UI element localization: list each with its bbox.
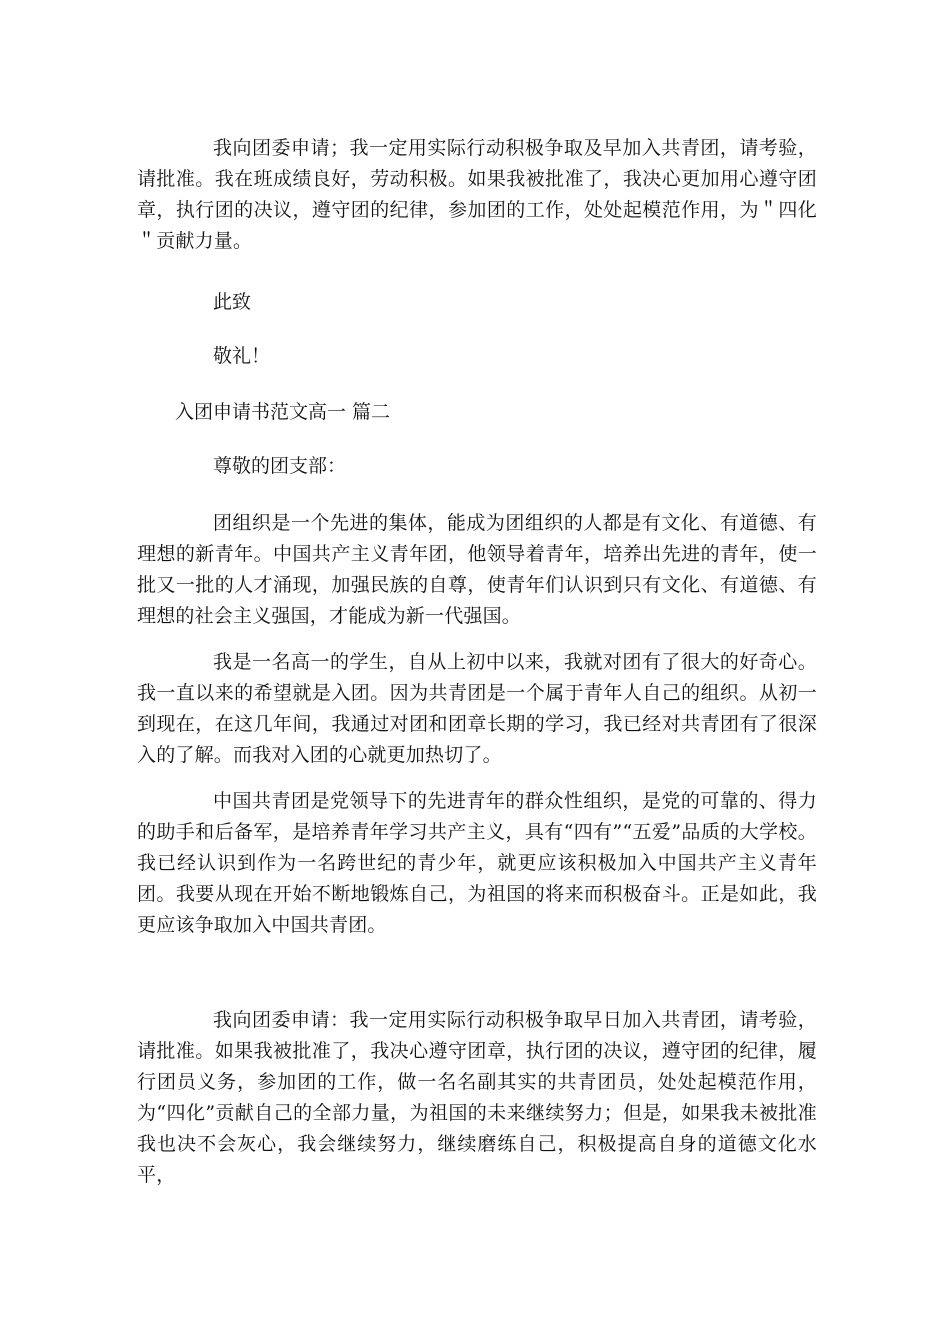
paragraph-organization: 团组织是一个先进的集体，能成为团组织的人都是有文化、有道德、有理想的新青年。中国共产主义青年团，他领导着青年，培养出先进的青年，使一批又一批的人才涌现，加强民族的自尊，使青年们认识到只有文化、有道德、有理想的社会主义强国，才能成为新一代强国。	[137, 512, 817, 627]
salutation: 尊敬的团支部：	[213, 455, 347, 477]
section-title: 入团申请书范文高一 篇二	[175, 401, 391, 423]
paragraph-application-2: 我向团委申请：我一定用实际行动积极争取早日加入共青团，请考验，请批准。如果我被批准了，我决心遵守团章，执行团的决议，遵守团的纪律，履行团员义务，参加团的工作，做一名名副其实的共青团员，处处起模范作用，为“四化”贡献自己的全部力量，为祖国的未来继续努力；但是，如果我未被批准我也决不会灰心，我会继续努力，继续磨练自己，积极提高自身的道德文化水平，	[137, 1009, 817, 1186]
closing-cizhi: 此致	[213, 291, 252, 313]
paragraph-application-1: 我向团委申请；我一定用实际行动积极争取及早加入共青团，请考验，请批准。我在班成绩良好，劳动积极。如果我被批准了，我决心更加用心遵守团章，执行团的决议，遵守团的纪律，参加团的工作，处处起模范作用，为＂四化＂贡献力量。	[137, 137, 817, 252]
paragraph-student: 我是一名高一的学生，自从上初中以来，我就对团有了很大的好奇心。我一直以来的希望就是入团。因为共青团是一个属于青年人自己的组织。从初一到现在，在这几年间，我通过对团和团章长期的学习，我已经对共青团有了很深入的了解。而我对入团的心就更加热切了。	[137, 651, 817, 766]
paragraph-league: 中国共青团是党领导下的先进青年的群众性组织，是党的可靠的、得力的助手和后备军，是培养青年学习共产主义，具有“四有”“五爱”品质的大学校。我已经认识到作为一名跨世纪的青少年，就更应该积极加入中国共产主义青年团。我要从现在开始不断地锻炼自己，为祖国的将来而积极奋斗。正是如此，我更应该争取加入中国共青团。	[137, 790, 817, 936]
closing-jingli: 敬礼！	[213, 345, 271, 367]
